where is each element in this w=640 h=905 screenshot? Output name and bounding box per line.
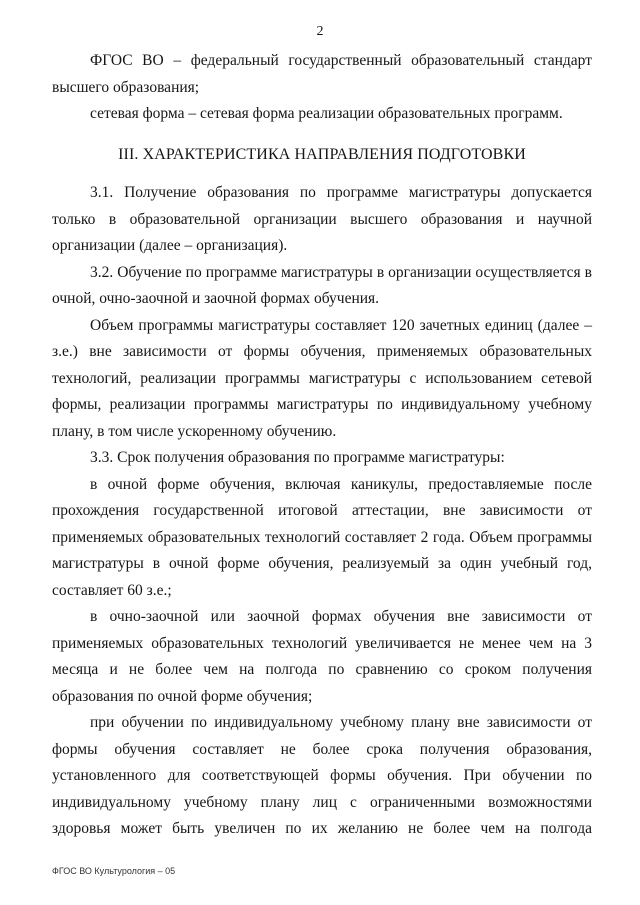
definition-fgos: ФГОС ВО – федеральный государственный образовательный стандарт высшего образования; [52, 52, 592, 96]
paragraph-part-time: в очно-заочной или заочной формах обучения вне зависимости от применяемых образовательных технологий увеличивается не менее чем на 3 месяца и не более чем на полгода по сравнению со сроком получения образования по очной форме обучения; [52, 608, 592, 705]
paragraph-individual-plan: при обучении по индивидуальному учебному плану вне зависимости от формы обучения составляет не более срока получения образования, установленного для соответствующей формы обучения. При обучении по индивидуальному учебному плану лиц с ограниченными возможностями здоровья может быть увеличен по их желанию не более чем на полгода [52, 714, 592, 837]
document-body [52, 48, 592, 843]
paragraph-3-2: 3.2. Обучение по программе магистратуры в организации осуществляется в очной, очно-заочной и заочной формах обучения. [52, 263, 592, 307]
paragraph-volume: Объем программы магистратуры составляет 120 зачетных единиц (далее – з.е.) вне зависимости от формы обучения, применяемых образовательных технологий, реализации программы магистратуры с использованием сетевой формы, реализации программы магистратуры по индивидуальному учебному плану, в том числе ускоренному обучению. [52, 316, 592, 440]
paragraph-3-3: 3.3. Срок получения образования по программе магистратуры: [90, 449, 505, 466]
page-number: 2 [316, 24, 324, 39]
section-heading: III. ХАРАКТЕРИСТИКА НАПРАВЛЕНИЯ ПОДГОТОВКИ [118, 145, 526, 163]
footer-label: ФГОС ВО Культурология – 05 [52, 866, 176, 876]
definition-network-form: сетевая форма – сетевая форма реализации образовательных программ. [90, 105, 563, 122]
paragraph-3-1: 3.1. Получение образования по программе магистратуры допускается только в образовательной организации высшего образования и научной организации (далее – организация). [52, 184, 592, 254]
paragraph-full-time: в очной форме обучения, включая каникулы, предоставляемые после прохождения государственной итоговой аттестации, вне зависимости от применяемых образовательных технологий составляет 2 года. Объем программы магистратуры в очной форме обучения, реализуемый за один учебный год, составляет 60 з.е.; [52, 475, 592, 599]
